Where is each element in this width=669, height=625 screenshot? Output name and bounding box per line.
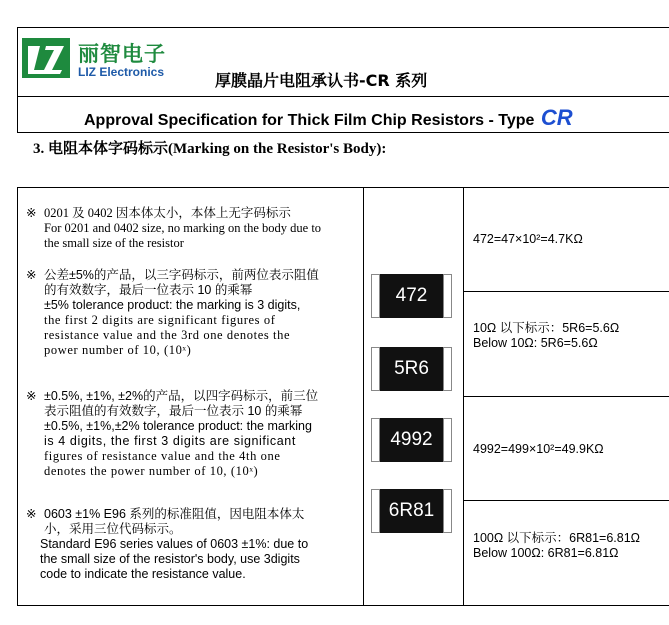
title-english-text: Approval Specification for Thick Film Chip Resistors - Type [84, 112, 535, 129]
chip-resistor-5r6 [371, 347, 452, 391]
marking-table [17, 187, 669, 606]
document-header [17, 27, 669, 133]
result-four-digit [473, 442, 604, 457]
result-line: Below 10Ω: 5R6=5.6Ω [473, 336, 598, 350]
note-line: 公差±5%的产品，以三字码标示，前两位表示阻值 [44, 268, 319, 282]
row-divider [464, 291, 669, 292]
reference-mark: ※ [26, 268, 37, 282]
note-e96-code [26, 507, 370, 582]
title-chinese: 厚膜晶片电阻承认书-CR 系列 [215, 71, 428, 90]
note-line: power number of 10, (10ˣ) [44, 343, 192, 357]
note-line: resistance value and the 3rd one denotes the [44, 328, 291, 342]
note-line: 表示阻值的有效数字，最后一位表示 10 的乘幂 [44, 404, 303, 418]
note-line: the first 2 digits are significant figures of [44, 313, 276, 327]
result-three-digit [473, 232, 583, 247]
section-heading: 3. 电阻本体字码标示(Marking on the Resistor's Body): [33, 141, 387, 157]
chip-marking-code: 6R81 [388, 500, 435, 521]
note-line: the small size of the resistor's body, use 3digits [40, 552, 300, 566]
note-four-digit [26, 389, 364, 479]
result-line: 10Ω 以下标示：5R6=5.6Ω [473, 321, 620, 335]
logo-english-name: LIZ Electronics [78, 65, 165, 79]
note-line: 0603 ±1% E96 系列的标准阻值，因电阻本体太 [44, 507, 305, 521]
note-line: is 4 digits, the first 3 digits are significant [44, 434, 296, 448]
result-under-10-ohm [473, 321, 619, 351]
note-line: 的有效数字，最后一位表示 10 的乘幂 [44, 283, 253, 297]
note-line: Standard E96 series values of 0603 ±1%: due to [40, 537, 309, 551]
note-line: ±0.5%, ±1%,±2% tolerance product: the marking [44, 419, 312, 433]
result-line: Below 100Ω: 6R81=6.81Ω [473, 546, 619, 560]
result-line: 4992=499×10²=49.9KΩ [473, 442, 604, 456]
company-logo [22, 34, 182, 84]
header-divider [18, 96, 669, 97]
title-english [84, 105, 573, 131]
note-line: ±0.5%, ±1%, ±2%的产品，以四字码标示，前三位 [44, 389, 319, 403]
chip-marking-code: 472 [395, 285, 428, 306]
title-type: CR [540, 105, 573, 130]
liz-logo-icon [22, 38, 70, 78]
chip-marking-code: 5R6 [394, 358, 429, 379]
note-line: ±5% tolerance product: the marking is 3 digits, [44, 298, 301, 312]
note-line: For 0201 and 0402 size, no marking on the body due to [44, 221, 322, 235]
note-line: code to indicate the resistance value. [40, 567, 246, 581]
chip-marking-code: 4992 [390, 429, 433, 450]
note-line: denotes the power number of 10, (10ˣ) [44, 464, 259, 478]
row-divider [464, 500, 669, 501]
note-line: figures of resistance value and the 4th one [44, 449, 281, 463]
note-line: 小，采用三位代码标示。 [44, 522, 182, 536]
note-line: 0201 及 0402 因本体太小，本体上无字码标示 [44, 206, 291, 220]
chip-resistor-6r81 [371, 489, 452, 533]
chip-resistor-4992 [371, 418, 452, 462]
reference-mark: ※ [26, 206, 37, 220]
logo-chinese-name: 丽智电子 [78, 42, 166, 66]
reference-mark: ※ [26, 389, 37, 403]
note-three-digit [26, 268, 364, 358]
result-line: 472=47×10²=4.7KΩ [473, 232, 583, 246]
note-no-marking [26, 206, 364, 251]
chip-resistor-472 [371, 274, 452, 318]
note-line: the small size of the resistor [44, 236, 184, 250]
result-under-100-ohm [473, 531, 640, 561]
result-line: 100Ω 以下标示：6R81=6.81Ω [473, 531, 641, 545]
reference-mark: ※ [26, 507, 37, 521]
row-divider [464, 396, 669, 397]
